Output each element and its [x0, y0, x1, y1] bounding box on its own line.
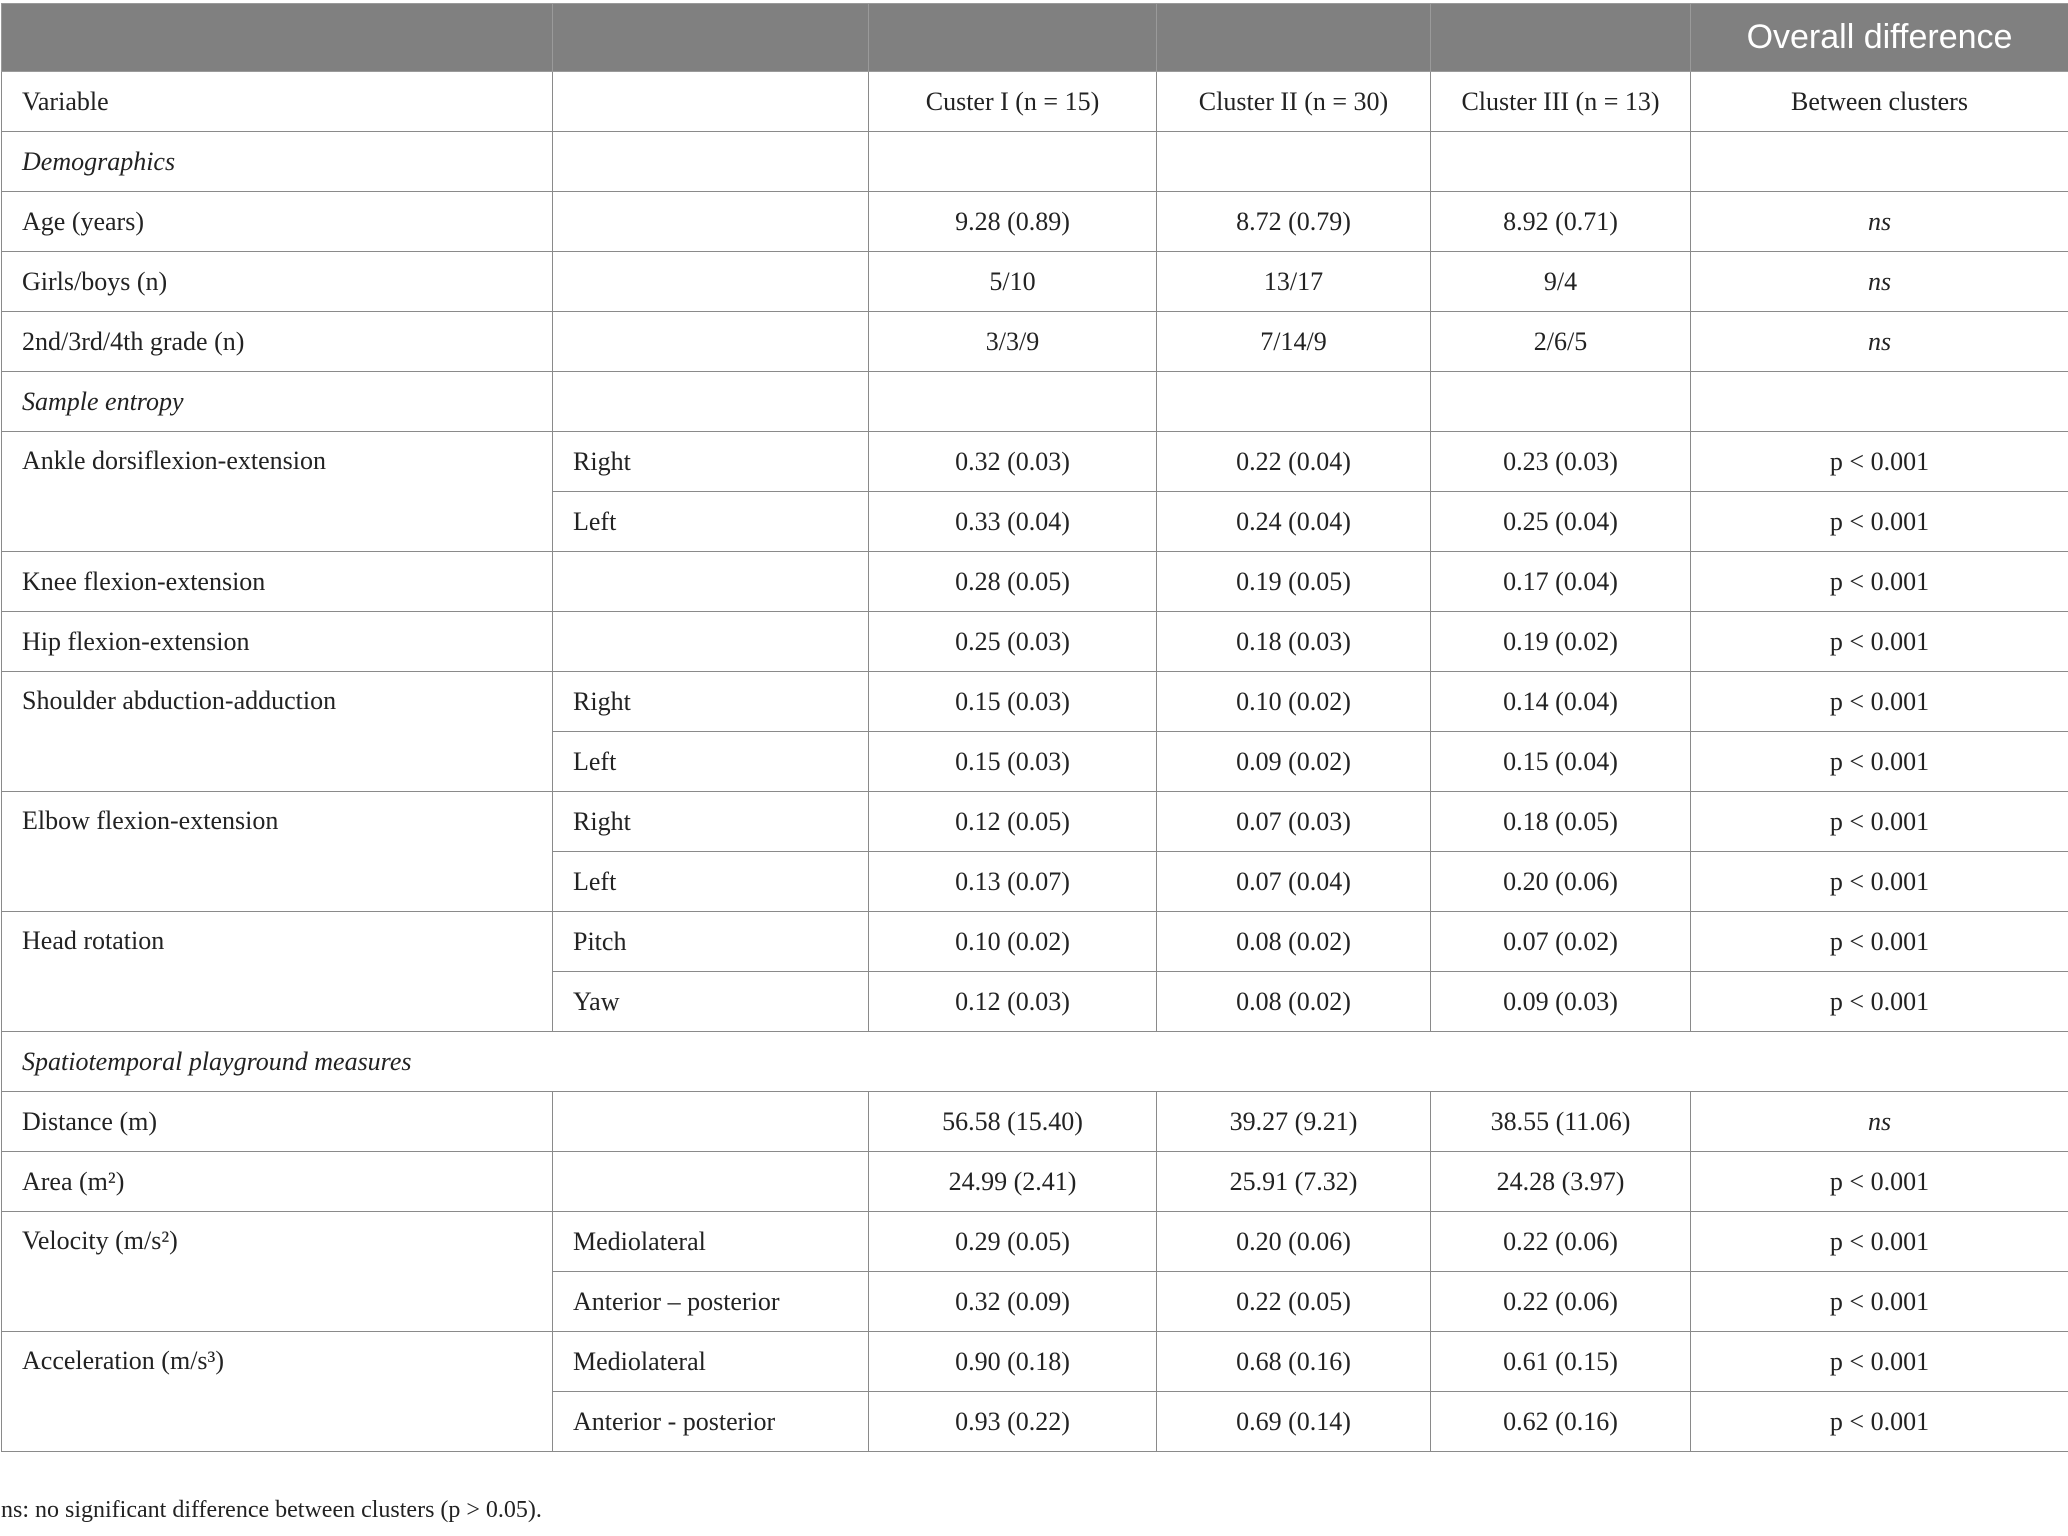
sub-label: Left: [553, 732, 869, 792]
cluster1-header: Custer I (n = 15): [869, 72, 1157, 132]
diff-cell: p < 0.001: [1691, 1332, 2068, 1392]
diff-cell: ns: [1691, 312, 2068, 372]
table-row: [2, 312, 2068, 372]
table-row: [2, 252, 2068, 312]
cluster2-header: Cluster II (n = 30): [1157, 72, 1431, 132]
diff-cell: p < 0.001: [1691, 792, 2068, 852]
cell: 25.91 (7.32): [1157, 1152, 1431, 1212]
table-row: [2, 1092, 2068, 1152]
cell: 0.17 (0.04): [1431, 552, 1691, 612]
row-label: Shoulder abduction-adduction: [2, 672, 553, 792]
diff-cell: p < 0.001: [1691, 612, 2068, 672]
cell: 7/14/9: [1157, 312, 1431, 372]
diff-cell: ns: [1691, 192, 2068, 252]
table-row: [2, 1332, 2068, 1392]
diff-cell: p < 0.001: [1691, 552, 2068, 612]
cell: 0.25 (0.04): [1431, 492, 1691, 552]
cell: 0.12 (0.03): [869, 972, 1157, 1032]
section-sample-entropy: Sample entropy: [2, 372, 553, 432]
cell: 0.32 (0.03): [869, 432, 1157, 492]
section-row: [2, 132, 2068, 192]
cell: 24.99 (2.41): [869, 1152, 1157, 1212]
section-row: [2, 372, 2068, 432]
sub-label: Right: [553, 432, 869, 492]
row-label: Ankle dorsiflexion-extension: [2, 432, 553, 552]
cell: 0.19 (0.05): [1157, 552, 1431, 612]
diff-cell: p < 0.001: [1691, 972, 2068, 1032]
sub-label: Pitch: [553, 912, 869, 972]
cell: 0.22 (0.06): [1431, 1272, 1691, 1332]
overall-difference-header: Overall difference: [1691, 4, 2068, 72]
cluster3-header: Cluster III (n = 13): [1431, 72, 1691, 132]
table-row: [2, 1212, 2068, 1272]
cell: 0.12 (0.05): [869, 792, 1157, 852]
sub-label: Left: [553, 852, 869, 912]
table-row: [2, 552, 2068, 612]
cell: 13/17: [1157, 252, 1431, 312]
sub-label: Right: [553, 792, 869, 852]
table-row: [2, 912, 2068, 972]
cell: 0.20 (0.06): [1431, 852, 1691, 912]
cell: 9/4: [1431, 252, 1691, 312]
row-label: Velocity (m/s²): [2, 1212, 553, 1332]
sub-label: Anterior - posterior: [553, 1392, 869, 1452]
section-row: [2, 1032, 2068, 1092]
cell: 0.29 (0.05): [869, 1212, 1157, 1272]
table-row: [2, 672, 2068, 732]
table-row: [2, 1152, 2068, 1212]
cell: 0.07 (0.04): [1157, 852, 1431, 912]
cell: 5/10: [869, 252, 1157, 312]
diff-cell: p < 0.001: [1691, 1392, 2068, 1452]
cell: 0.93 (0.22): [869, 1392, 1157, 1452]
row-label: Elbow flexion-extension: [2, 792, 553, 912]
results-table: [1, 3, 2068, 1452]
row-label: Area (m²): [2, 1152, 553, 1212]
cell: 2/6/5: [1431, 312, 1691, 372]
table-header-band: [2, 4, 2068, 72]
sub-label: Left: [553, 492, 869, 552]
cell: 0.62 (0.16): [1431, 1392, 1691, 1452]
diff-cell: p < 0.001: [1691, 1212, 2068, 1272]
cell: 0.28 (0.05): [869, 552, 1157, 612]
table-row: [2, 612, 2068, 672]
row-label: Knee flexion-extension: [2, 552, 553, 612]
sub-label: Anterior – posterior: [553, 1272, 869, 1332]
table-footnote: ns: no significant difference between clusters (p > 0.05).: [1, 1497, 542, 1523]
diff-cell: p < 0.001: [1691, 852, 2068, 912]
diff-cell: p < 0.001: [1691, 912, 2068, 972]
cell: 8.72 (0.79): [1157, 192, 1431, 252]
cell: 24.28 (3.97): [1431, 1152, 1691, 1212]
row-label: Hip flexion-extension: [2, 612, 553, 672]
cell: 56.58 (15.40): [869, 1092, 1157, 1152]
row-label: Girls/boys (n): [2, 252, 553, 312]
cell: 39.27 (9.21): [1157, 1092, 1431, 1152]
diff-cell: p < 0.001: [1691, 492, 2068, 552]
section-spatiotemporal: Spatiotemporal playground measures: [2, 1032, 2068, 1092]
cell: 0.20 (0.06): [1157, 1212, 1431, 1272]
diff-cell: ns: [1691, 1092, 2068, 1152]
cell: 0.19 (0.02): [1431, 612, 1691, 672]
table-row: [2, 432, 2068, 492]
between-header: Between clusters: [1691, 72, 2068, 132]
cell: 0.15 (0.03): [869, 672, 1157, 732]
section-demographics: Demographics: [2, 132, 553, 192]
sub-label: Yaw: [553, 972, 869, 1032]
table-row: [2, 192, 2068, 252]
cell: 0.61 (0.15): [1431, 1332, 1691, 1392]
column-header-row: [2, 72, 2068, 132]
cell: 9.28 (0.89): [869, 192, 1157, 252]
cell: 0.22 (0.04): [1157, 432, 1431, 492]
cell: 0.18 (0.05): [1431, 792, 1691, 852]
cell: 0.23 (0.03): [1431, 432, 1691, 492]
sub-label: Right: [553, 672, 869, 732]
cell: 0.24 (0.04): [1157, 492, 1431, 552]
cell: 0.69 (0.14): [1157, 1392, 1431, 1452]
cell: 0.15 (0.03): [869, 732, 1157, 792]
cell: 0.32 (0.09): [869, 1272, 1157, 1332]
row-label: Acceleration (m/s³): [2, 1332, 553, 1452]
sub-label: Mediolateral: [553, 1332, 869, 1392]
diff-cell: p < 0.001: [1691, 672, 2068, 732]
cell: 8.92 (0.71): [1431, 192, 1691, 252]
cell: 0.09 (0.03): [1431, 972, 1691, 1032]
cell: 0.25 (0.03): [869, 612, 1157, 672]
diff-cell: p < 0.001: [1691, 432, 2068, 492]
cell: 0.07 (0.03): [1157, 792, 1431, 852]
cell: 0.10 (0.02): [869, 912, 1157, 972]
cell: 0.22 (0.06): [1431, 1212, 1691, 1272]
row-label: 2nd/3rd/4th grade (n): [2, 312, 553, 372]
variable-header: Variable: [2, 72, 553, 132]
cell: 0.10 (0.02): [1157, 672, 1431, 732]
cell: 0.09 (0.02): [1157, 732, 1431, 792]
diff-cell: p < 0.001: [1691, 1272, 2068, 1332]
sub-label: Mediolateral: [553, 1212, 869, 1272]
cell: 0.15 (0.04): [1431, 732, 1691, 792]
diff-cell: ns: [1691, 252, 2068, 312]
cell: 3/3/9: [869, 312, 1157, 372]
cell: 0.07 (0.02): [1431, 912, 1691, 972]
diff-cell: p < 0.001: [1691, 732, 2068, 792]
row-label: Head rotation: [2, 912, 553, 1032]
cell: 0.33 (0.04): [869, 492, 1157, 552]
table-row: [2, 792, 2068, 852]
cell: 0.08 (0.02): [1157, 972, 1431, 1032]
cell: 0.68 (0.16): [1157, 1332, 1431, 1392]
cell: 0.14 (0.04): [1431, 672, 1691, 732]
cell: 0.22 (0.05): [1157, 1272, 1431, 1332]
row-label: Age (years): [2, 192, 553, 252]
cell: 0.90 (0.18): [869, 1332, 1157, 1392]
cell: 0.18 (0.03): [1157, 612, 1431, 672]
cell: 0.08 (0.02): [1157, 912, 1431, 972]
cell: 38.55 (11.06): [1431, 1092, 1691, 1152]
cell: 0.13 (0.07): [869, 852, 1157, 912]
row-label: Distance (m): [2, 1092, 553, 1152]
diff-cell: p < 0.001: [1691, 1152, 2068, 1212]
